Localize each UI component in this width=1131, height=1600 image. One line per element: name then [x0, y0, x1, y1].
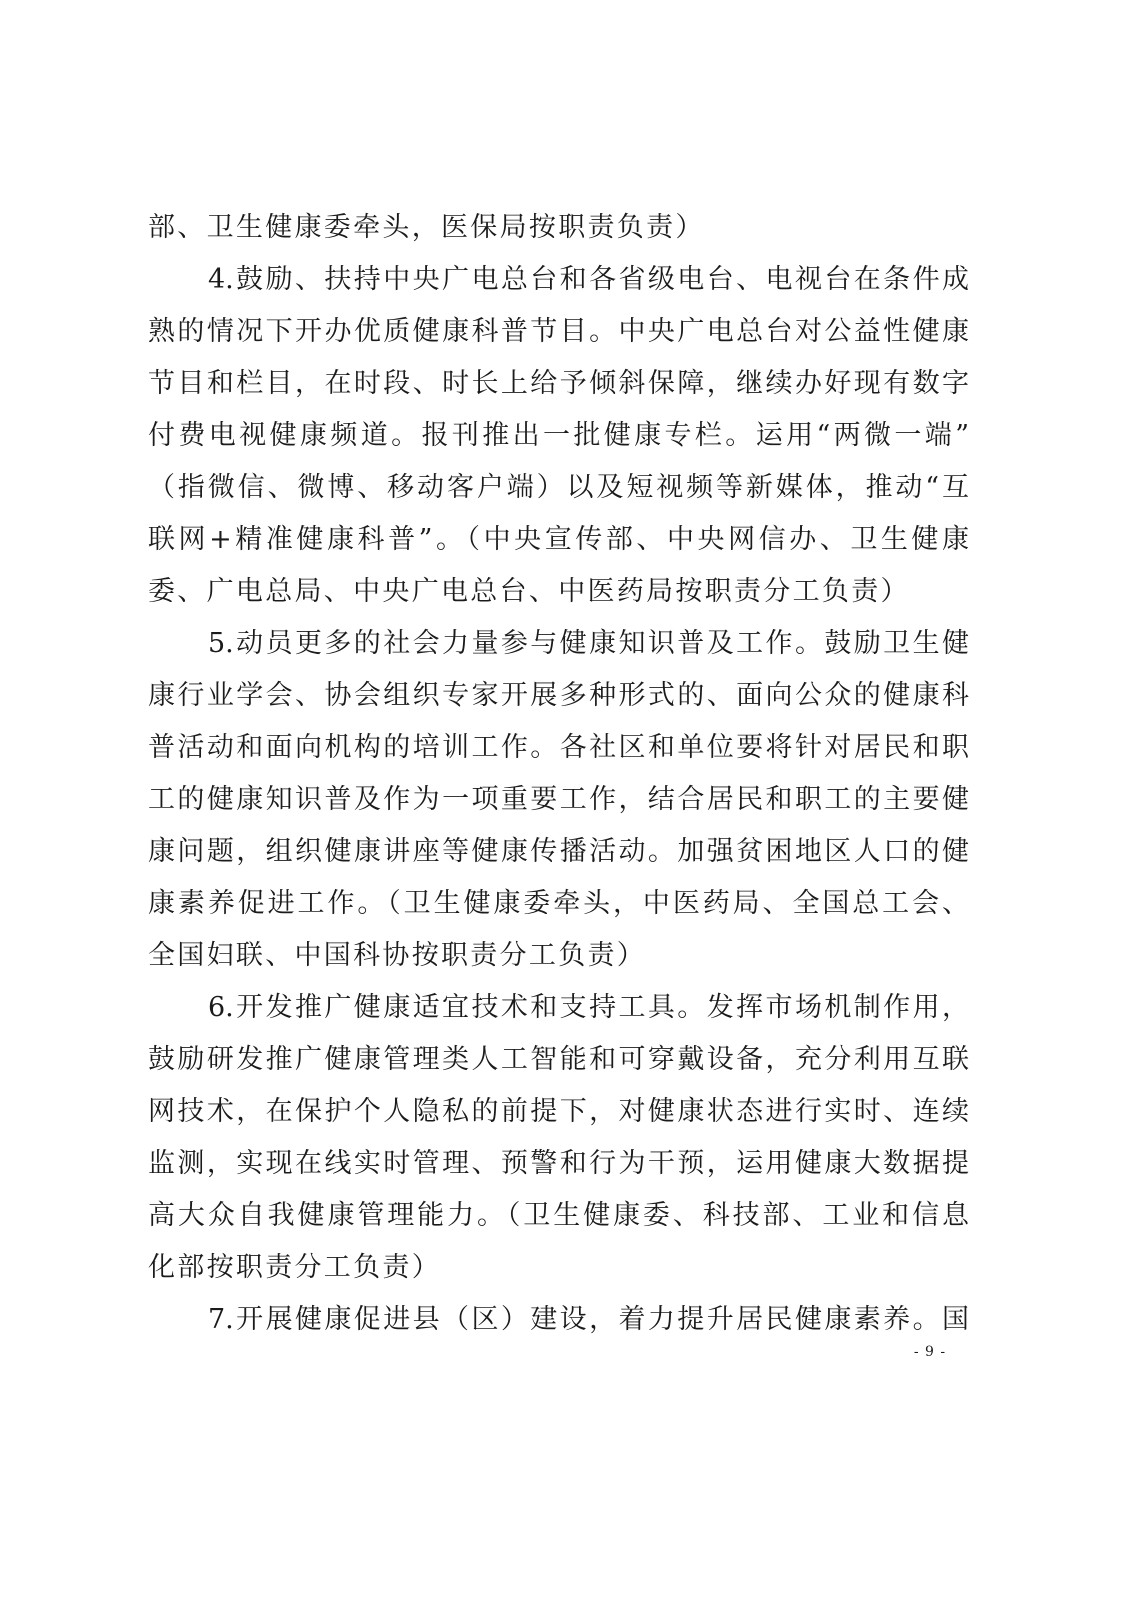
text-line: 鼓励研发推广健康管理类人工智能和可穿戴设备，充分利用互联: [148, 1044, 969, 1075]
paragraph-continuation: [148, 202, 969, 254]
text-line: 工的健康知识普及作为一项重要工作，结合居民和职工的主要健: [148, 784, 969, 815]
text-line: 节目和栏目，在时段、时长上给予倾斜保障，继续办好现有数字: [148, 368, 969, 399]
text-line: 普活动和面向机构的培训工作。各社区和单位要将针对居民和职: [148, 732, 969, 763]
paragraph-item-6: [148, 982, 969, 1294]
text-line: 康行业学会、协会组织专家开展多种形式的、面向公众的健康科: [148, 680, 969, 711]
text-line: 化部按职责分工负责）: [148, 1252, 441, 1283]
text-line: 网技术，在保护个人隐私的前提下，对健康状态进行实时、连续: [148, 1096, 969, 1127]
paragraph-item-7: [148, 1294, 969, 1346]
text-line: （指微信、微博、移动客户端）以及短视频等新媒体，推动“互: [148, 472, 969, 503]
text-line: 4.鼓励、扶持中央广电总台和各省级电台、电视台在条件成: [208, 264, 969, 295]
text-line: 高大众自我健康管理能力。（卫生健康委、科技部、工业和信息: [148, 1200, 969, 1231]
document-body: [148, 202, 969, 1346]
paragraph-item-4: [148, 254, 969, 618]
text-line: 康素养促进工作。（卫生健康委牵头，中医药局、全国总工会、: [148, 888, 969, 919]
text-line: 全国妇联、中国科协按职责分工负责）: [148, 940, 647, 971]
text-line: 熟的情况下开办优质健康科普节目。中央广电总台对公益性健康: [148, 316, 969, 347]
text-line: 康问题，组织健康讲座等健康传播活动。加强贫困地区人口的健: [148, 836, 969, 867]
text-line: 6.开发推广健康适宜技术和支持工具。发挥市场机制作用，: [208, 992, 969, 1023]
text-line: 5.动员更多的社会力量参与健康知识普及工作。鼓励卫生健: [208, 628, 969, 659]
text-line: 7.开展健康促进县（区）建设，着力提升居民健康素养。国: [208, 1304, 969, 1335]
text-line: 委、广电总局、中央广电总台、中医药局按职责分工负责）: [148, 576, 910, 607]
text-line: 监测，实现在线实时管理、预警和行为干预，运用健康大数据提: [148, 1148, 969, 1179]
page-number: - 9 -: [913, 1344, 947, 1360]
text-line: 部、卫生健康委牵头，医保局按职责负责）: [148, 212, 705, 243]
paragraph-item-5: [148, 618, 969, 982]
text-line: 付费电视健康频道。报刊推出一批健康专栏。运用“两微一端”: [148, 420, 969, 451]
text-line: 联网+精准健康科普”。（中央宣传部、中央网信办、卫生健康: [148, 524, 969, 555]
